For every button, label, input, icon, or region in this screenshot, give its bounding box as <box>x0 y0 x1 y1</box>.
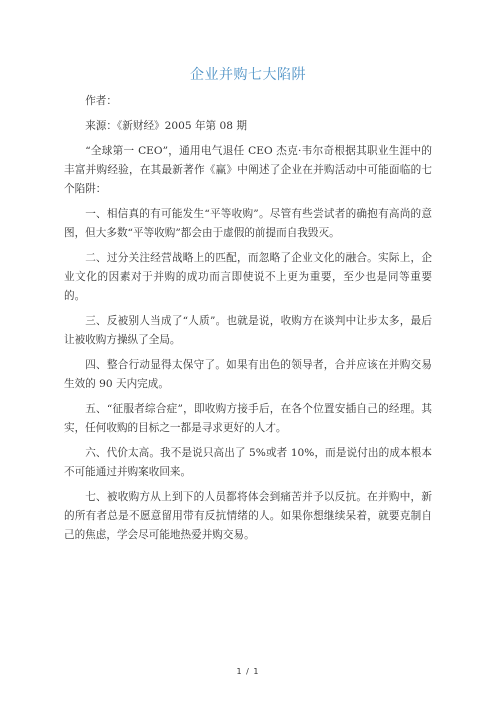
pitfall-paragraph-1: 一、相信真的有可能发生“平等收购”。尽管有些尝试者的确抱有高尚的意图，但大多数“平等收购”都会由于虚假的前提而自我毁灭。 <box>64 208 432 239</box>
pitfall-paragraph-3: 三、反被别人当成了“人质”。也就是说，收购方在谈判中让步太多，最后让被收购方操纵了全局。 <box>64 315 432 346</box>
intro-paragraph: “全球第一 CEO”，通用电气退任 CEO 杰克·韦尔奇根据其职业生涯中的丰富并购经验，在其最新著作《赢》中阐述了企业在并购活动中可能面临的七个陷阱： <box>64 145 432 195</box>
document-body <box>64 92 432 551</box>
pitfall-paragraph-7: 七、被收购方从上到下的人员都将体会到痛苦并予以反抗。在并购中，新的所有者总是不愿意留用带有反抗情绪的人。如果你想继续呆着，就要克制自己的焦虑，学会尽可能地热爱并购交易。 <box>64 491 432 541</box>
document-title: 企业并购七大陷阱 <box>190 67 306 83</box>
pitfall-paragraph-2: 二、过分关注经营战略上的匹配，而忽略了企业文化的融合。实际上，企业文化的因素对于并购的成功而言即使说不上更为重要，至少也是同等重要的。 <box>64 252 432 302</box>
page-number: 1 / 1 <box>236 667 260 676</box>
source-line: 来源：《新财经》2005 年第 08 期 <box>85 120 247 132</box>
pitfall-paragraph-5: 五、“征服者综合症”，即收购方接手后，在各个位置安插自己的经理。其实，任何收购的目标之一都是寻求更好的人才。 <box>64 403 432 434</box>
pitfall-paragraph-6: 六、代价太高。我不是说只高出了 5%或者 10%，而是说付出的成本根本不可能通过并购案收回来。 <box>64 447 432 478</box>
author-line: 作者： <box>85 95 117 107</box>
pitfall-paragraph-4: 四、整合行动显得太保守了。如果有出色的领导者，合并应该在并购交易生效的 90 天内完成。 <box>64 359 432 390</box>
